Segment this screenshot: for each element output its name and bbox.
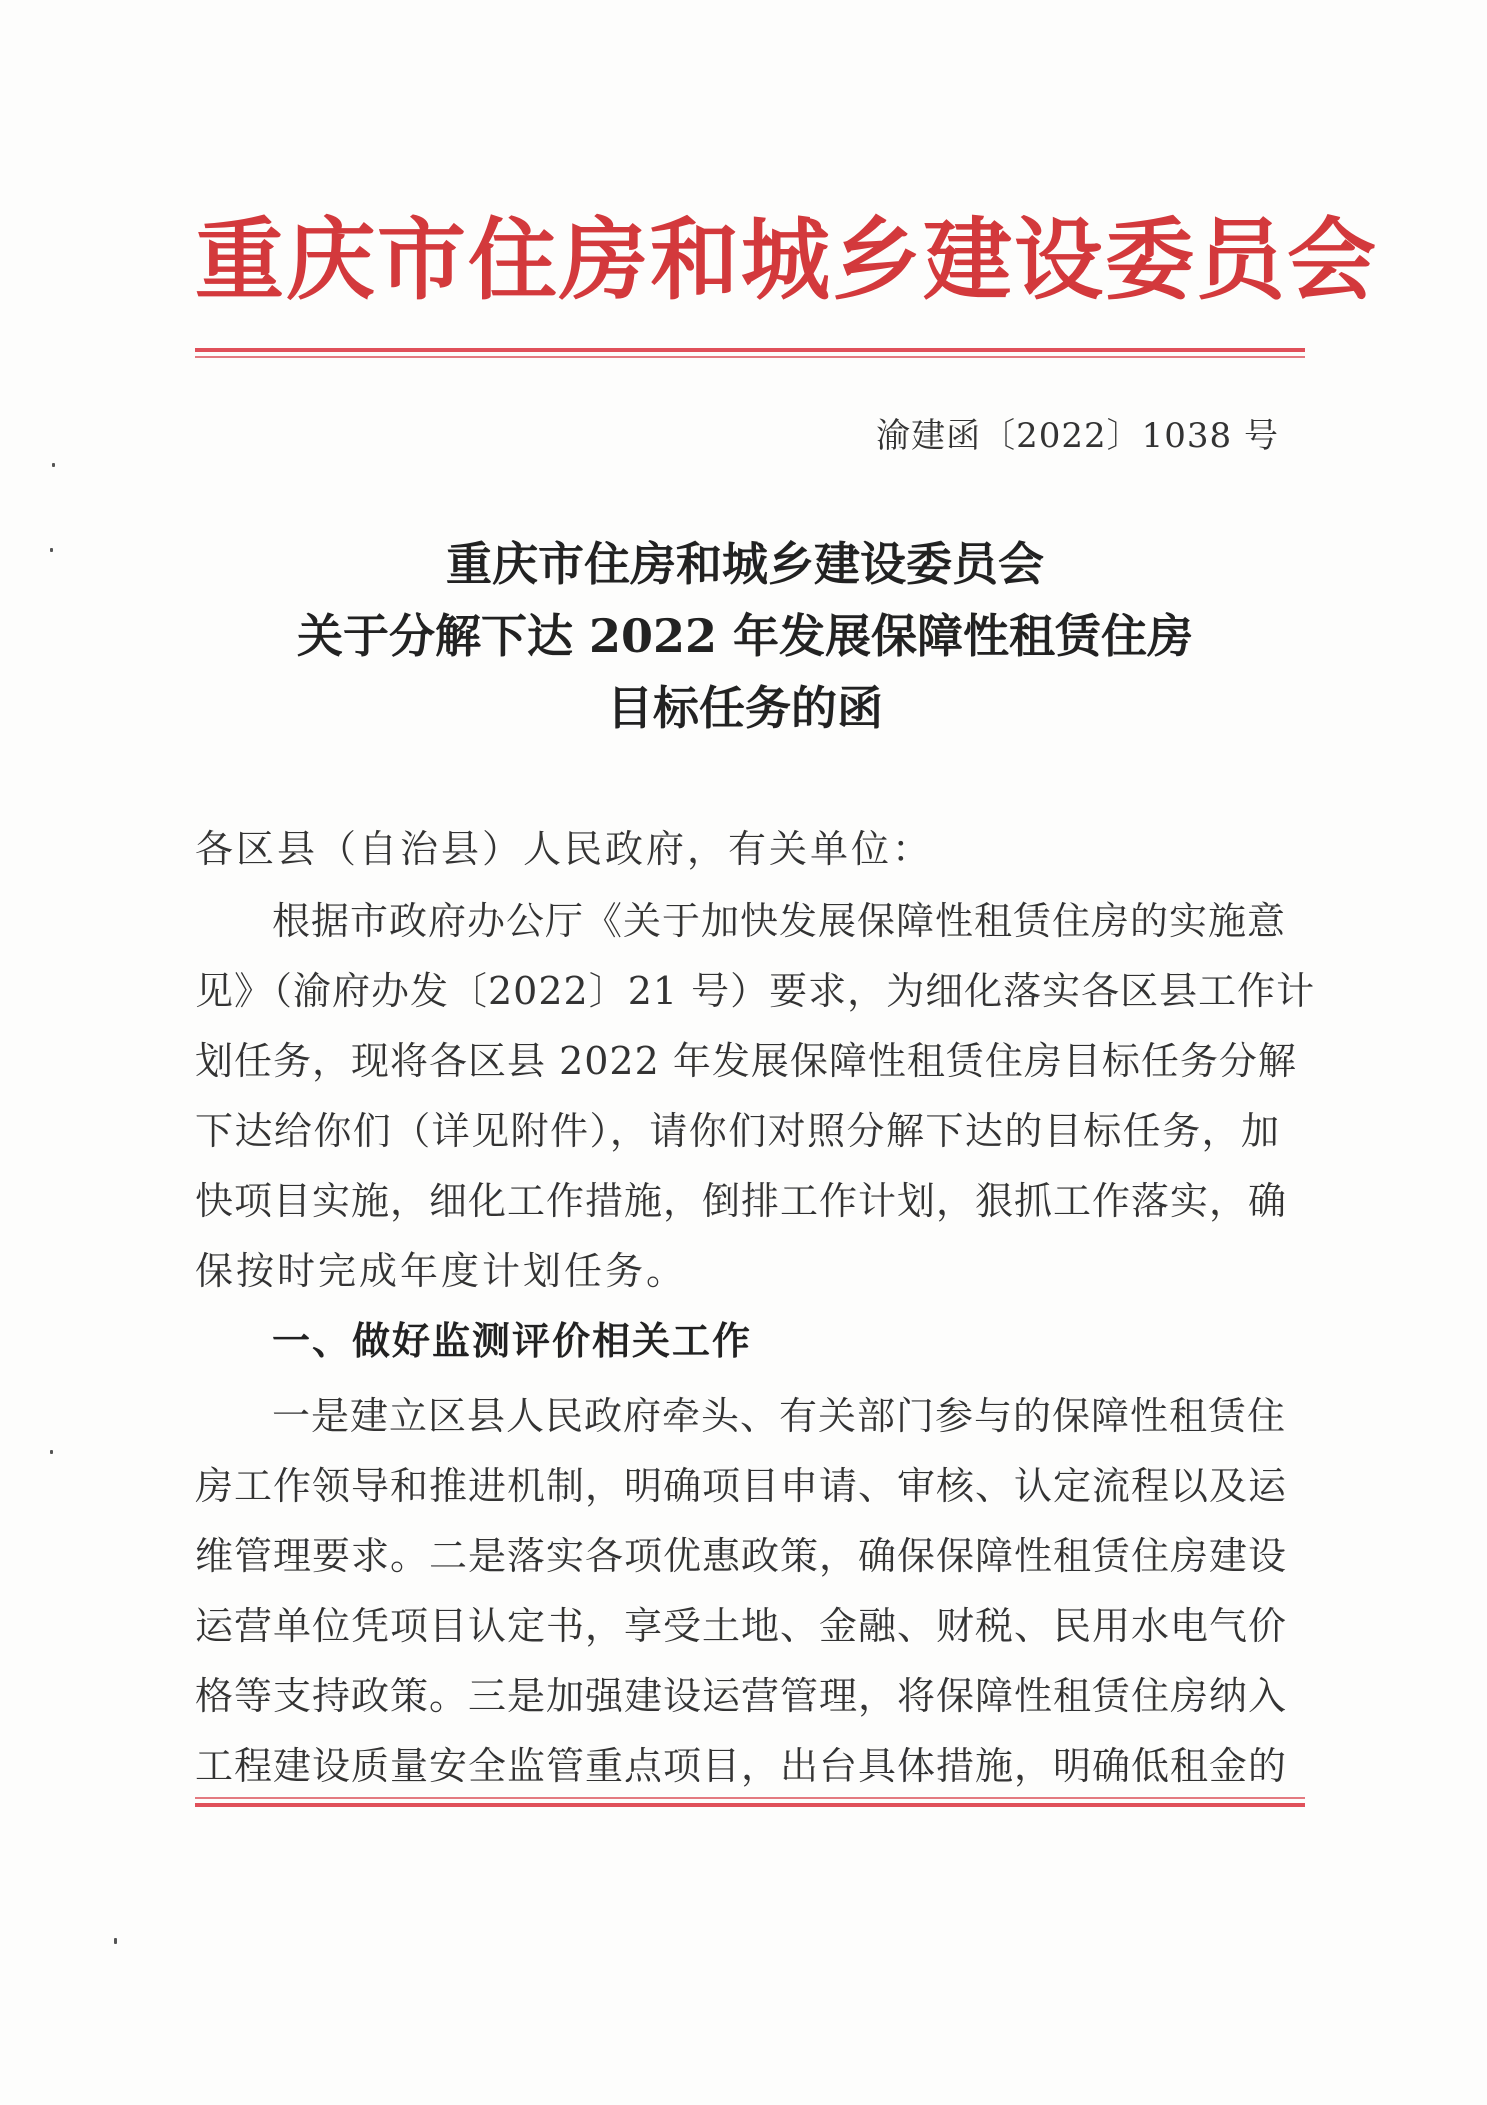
paragraph-1-line: 下达给你们（详见附件），请你们对照分解下达的目标任务，加 [195,1109,1280,1153]
scan-speck [52,463,55,467]
letterhead-org-title: 重庆市住房和城乡建设委员会 [195,207,1378,312]
footer-red-rule-thin [195,1797,1305,1799]
section-1-line: 房工作领导和推进机制，明确项目申请、审核、认定流程以及运 [195,1464,1288,1508]
paragraph-1-line: 划任务，现将各区县 2022 年发展保障性租赁住房目标任务分解 [195,1039,1297,1083]
section-1-heading: 一、做好监测评价相关工作 [272,1318,753,1363]
scan-speck [50,548,53,552]
section-1-line: 工程建设质量安全监管重点项目，出台具体措施，明确低租金的 [195,1744,1288,1788]
section-1-line: 运营单位凭项目认定书，享受土地、金融、财税、民用水电气价 [195,1604,1288,1648]
paragraph-1-line: 见》（渝府办发〔2022〕21 号）要求，为细化落实各区县工作计 [195,969,1316,1013]
paragraph-1-line: 保按时完成年度计划任务。 [195,1249,688,1293]
paragraph-1-line: 快项目实施，细化工作措施，倒排工作计划，狠抓工作落实，确 [195,1179,1288,1223]
document-number: 渝建函〔2022〕1038 号 [876,416,1279,456]
salutation: 各区县（自治县）人民政府，有关单位： [195,827,934,871]
scan-speck [114,1938,117,1944]
section-1-line: 格等支持政策。三是加强建设运营管理，将保障性租赁住房纳入 [195,1674,1288,1718]
letterhead-red-rule [195,348,1305,352]
document-title-line-1: 重庆市住房和城乡建设委员会 [446,537,1044,591]
document-title-line-2: 关于分解下达 2022 年发展保障性租赁住房 [296,609,1194,663]
paragraph-1-line: 根据市政府办公厅《关于加快发展保障性租赁住房的实施意 [272,899,1287,943]
letterhead-red-rule-thin [195,356,1305,358]
section-1-line: 一是建立区县人民政府牵头、有关部门参与的保障性租赁住 [272,1394,1287,1438]
scan-speck [50,1450,53,1454]
document-title-line-3: 目标任务的函 [607,681,883,735]
section-1-line: 维管理要求。二是落实各项优惠政策，确保保障性租赁住房建设 [195,1534,1288,1578]
footer-red-rule [195,1803,1305,1807]
